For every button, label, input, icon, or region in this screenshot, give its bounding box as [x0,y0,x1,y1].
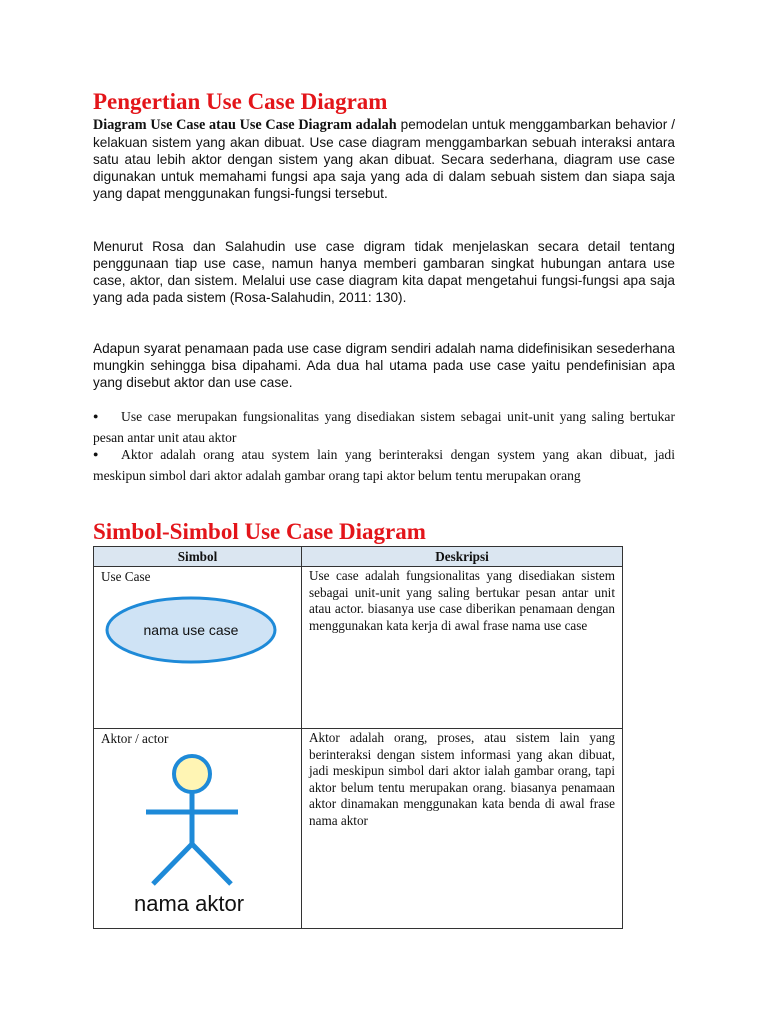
bullet-item-use-case [93,407,675,447]
symbol-cell-use-case [94,567,302,729]
actor-figure-label: nama aktor [133,890,245,916]
use-case-ellipse-icon [101,586,295,686]
bullet-text: Aktor adalah orang atau system lain yang berinteraksi dengan system yang akan dibuat, jadi meskipun simbol dari aktor adalah gambar orang tapi aktor belum tentu merupakan orang [93,447,675,483]
symbol-cell-actor [94,729,302,929]
paragraph-rosa-salahudin: Menurut Rosa dan Salahudin use case digram tidak menjelaskan secara detail tentang penggunaan tiap use case, namun hanya memberi gambaran singkat hubungan antara use case, aktor, dan sistem. Melalui use case diagram kita dapat mengetahui fungsi-fungsi apa saja yang ada pada sistem (Rosa-Salahudin, 2011: 130). [93,239,675,305]
bullet-item-aktor [93,445,675,485]
symbols-table [93,546,623,929]
paragraph-naming-rules: Adapun syarat penamaan pada use case digram sendiri adalah nama didefinisikan sesederhana mungkin sehingga bisa dipahami. Ada dua hal utama pada use case yaitu pendefinisian apa yang disebut aktor dan use case. [93,341,675,390]
table-header-row [94,547,623,567]
table-row [94,729,623,929]
definition-term: Diagram Use Case atau Use Case Diagram adalah [93,117,397,133]
section-heading-pengertian: Pengertian Use Case Diagram [93,89,388,114]
symbol-label: Use Case [101,569,151,584]
description-cell-use-case: Use case adalah fungsionalitas yang disediakan sistem sebagai unit-unit yang saling bertukar pesan antar unit atau actor. biasanya use case diberikan penamaan dengan menggunakan kata kerja di awal frase nama use case [302,567,623,729]
bullet-dot-icon: ● [93,411,99,421]
paragraph-definition [93,116,675,202]
bullet-dot-icon: ● [93,449,99,459]
bullet-text: Use case merupakan fungsionalitas yang disediakan sistem sebagai unit-unit yang saling bertukar pesan antar unit atau aktor [93,409,675,445]
actor-stick-figure-icon [101,748,295,920]
section-heading-simbol: Simbol-Simbol Use Case Diagram [93,519,426,544]
definition-text: pemodelan untuk menggambarkan behavior / kelakuan sistem yang akan dibuat. Use case diagram menggambarkan sebuah interaksi antara satu atau lebih aktor dengan sistem yang akan dibuat. Secara sederhana, diagram use case digunakan untuk memahami fungsi apa saja yang ada di dalam sebuah sistem dan siapa saja yang dapat menggunakan fungsi-fungsi tersebut. [93,117,675,201]
column-header-simbol: Simbol [94,547,302,567]
use-case-ellipse-label: nama use case [143,621,239,638]
column-header-deskripsi: Deskripsi [302,547,623,567]
description-cell-actor: Aktor adalah orang, proses, atau sistem lain yang berinteraksi dengan sistem informasi yang akan dibuat, jadi meskipun simbol dari aktor ialah gambar orang, tapi aktor belum tentu merupakan orang. biasanya penamaan aktor dinamakan menggunakan kata benda di awal frase nama aktor [302,729,623,929]
symbol-label: Aktor / actor [101,731,169,746]
table-row [94,567,623,729]
